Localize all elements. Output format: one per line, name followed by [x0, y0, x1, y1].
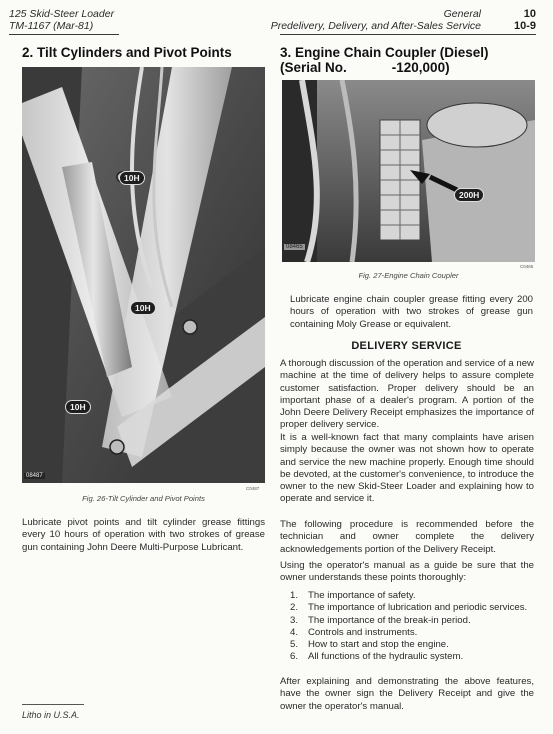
header-subsection-title: Predelivery, Delivery, and After-Sales Service — [270, 20, 481, 32]
list-item — [290, 639, 534, 651]
owner-checklist — [290, 590, 534, 664]
figure-photo-tag: 08465 — [286, 244, 303, 250]
header-section-number: 10 — [523, 8, 536, 20]
figure-code: C0487 — [246, 486, 260, 491]
delivery-paragraph-5: After explaining and demonstrating the above features, have the owner sign the Delivery Receipt and give the owner the operator's manual. — [280, 676, 534, 712]
grease-interval-badge: 10H — [130, 301, 156, 315]
list-item-number: 3. — [290, 614, 299, 626]
figure-code: C0465 — [520, 264, 534, 269]
grease-interval-badge: 10H — [119, 171, 145, 185]
list-item-number: 5. — [290, 639, 299, 651]
list-item-text: Controls and instruments. — [308, 626, 418, 638]
header-section-title: General — [443, 8, 481, 20]
list-item-text: The importance of the break-in period. — [308, 614, 471, 626]
figure-photo-tag: 08487 — [26, 473, 43, 479]
chain-coupler-photo — [282, 80, 535, 262]
list-item-number: 4. — [290, 626, 299, 638]
chain-coupler-heading: 3. Engine Chain Coupler (Diesel) — [280, 45, 489, 60]
list-item — [290, 627, 534, 639]
list-item-number: 1. — [290, 590, 299, 601]
chain-coupler-illustration — [282, 80, 535, 262]
header-page-number: 10-9 — [513, 20, 536, 32]
list-item-text: All functions of the hydraulic system. — [308, 651, 464, 663]
header-manual-title: 125 Skid-Steer Loader — [9, 8, 115, 20]
list-item — [290, 651, 534, 663]
footer-rule — [22, 704, 84, 705]
list-item-number: 6. — [290, 651, 299, 663]
header-rule-left — [9, 34, 119, 35]
tilt-cylinders-paragraph: Lubricate pivot points and tilt cylinder grease fittings every 10 hours of operation with two strokes of grease gun containing John Deere Multi-Purpose Lubricant. — [22, 517, 265, 553]
list-item — [290, 602, 534, 614]
grease-interval-badge: 200H — [454, 188, 484, 202]
figure-caption: Fig. 26-Tilt Cylinder and Pivot Points — [82, 494, 205, 503]
delivery-paragraph-4: Using the operator's manual as a guide be sure that the owner understands these points thoroughly: — [280, 560, 534, 584]
list-item-text: The importance of lubrication and periodic services. — [308, 602, 528, 614]
list-item — [290, 590, 534, 602]
header-rule-right — [280, 34, 536, 35]
figure-caption: Fig. 27-Engine Chain Coupler — [358, 271, 459, 280]
list-item-text: How to start and stop the engine. — [308, 639, 449, 651]
tilt-cylinder-photo — [22, 67, 265, 483]
list-item-number: 2. — [290, 602, 299, 614]
list-item-text: The importance of safety. — [308, 590, 416, 601]
litho-notice: Litho in U.S.A. — [22, 710, 80, 720]
list-item — [290, 615, 534, 627]
delivery-paragraph-1: A thorough discussion of the operation and service of a new machine at the time of delivery helps to assure complete customer satisfaction. Proper delivery should be an important phase of a dealer's program. A portion of the John Deere Delivery Receipt emphasizes the importance of proper delivery service. — [280, 358, 534, 431]
tilt-cylinder-illustration — [22, 67, 265, 483]
delivery-service-heading: DELIVERY SERVICE — [351, 340, 462, 352]
header-tm-number: TM-1167 (Mar-81) — [9, 20, 94, 32]
chain-coupler-serial: (Serial No. -120,000) — [280, 60, 450, 75]
tilt-cylinders-heading: 2. Tilt Cylinders and Pivot Points — [22, 45, 232, 60]
grease-interval-badge: 10H — [65, 400, 91, 414]
delivery-paragraph-2: It is a well-known fact that many complaints have arisen simply because the owner was not shown how to operate and service the new machine properly. Enough time should be devoted, at the customer's convenience, to introduce the owner to the new Skid-Steer Loader and explaining how to operate and service it. — [280, 432, 534, 505]
delivery-paragraph-3: The following procedure is recommended before the technician and owner complete the delivery acknowledgements portion of the Delivery Receipt. — [280, 519, 534, 555]
chain-coupler-paragraph: Lubricate engine chain coupler grease fitting every 200 hours of operation with two strokes of grease gun containing Moly Grease or equivalent. — [290, 294, 533, 330]
